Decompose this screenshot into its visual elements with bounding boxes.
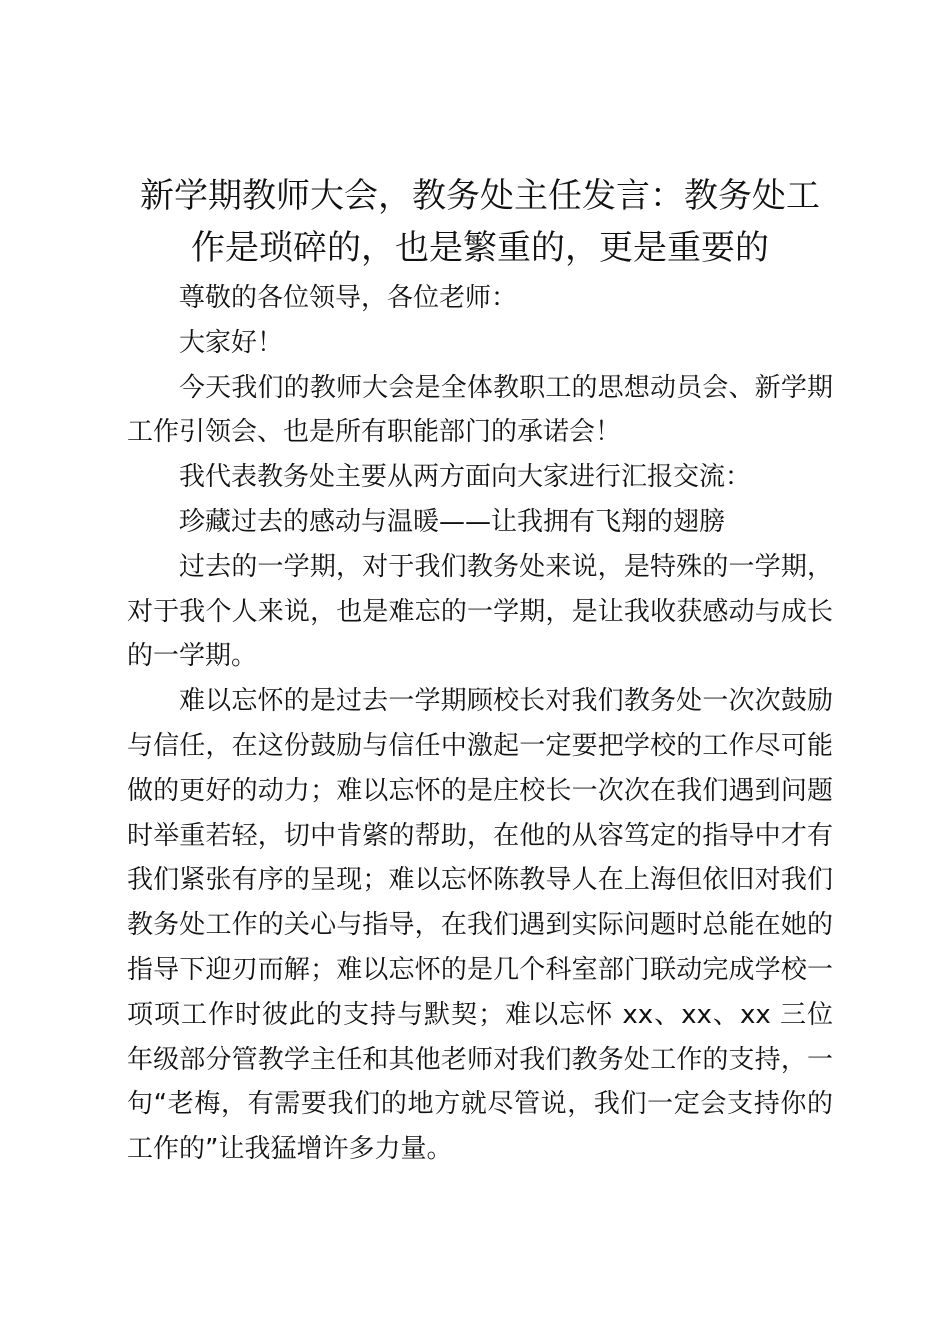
greeting: 大家好！ [179,327,284,358]
section-heading: 珍藏过去的感动与温暖——让我拥有飞翔的翅膀 [179,506,726,537]
paragraph-report: 我代表教务处主要从两方面向大家进行汇报交流： [179,462,752,493]
paragraph-intro: 今天我们的教师大会是全体教职工的思想动员会、新学期工作引领会、也是所有职能部门的承诺会！ [127,372,833,448]
document-title: 新学期教师大会，教务处主任发言：教务处工作是琐碎的，也是繁重的，更是重要的 [140,176,820,268]
salutation: 尊敬的各位领导，各位老师： [179,283,518,313]
paragraph-memories: 难以忘怀的是过去一学期顾校长对我们教务处一次次鼓励与信任，在这份鼓励与信任中激起一定要把学校的工作尽可能做的更好的动力；难以忘怀的是庄校长一次次在我们遇到问题时举重若轻，切中肯綮的帮助，在他的从容笃定的指导中才有我们紧张有序的呈现；难以忘怀陈教导人在上海但依旧对我们教务处工作的关心与指导，在我们遇到实际问题时总能在她的指导下迎刃而解；难以忘怀的是几个科室部门联动完成学校一项项工作时彼此的支持与默契；难以忘怀 xx、xx、xx 三位年级部分管教学主任和其他老师对我们教务处工作的支持，一句“老梅，有需要我们的地方就尽管说，我们一定会支持你的工作的”让我猛增许多力量。 [127,686,833,1165]
paragraph-past-semester: 过去的一学期，对于我们教务处来说，是特殊的一学期，对于我个人来说，也是难忘的一学期，是让我收获感动与成长的一学期。 [127,551,833,672]
document-body [127,276,833,1172]
